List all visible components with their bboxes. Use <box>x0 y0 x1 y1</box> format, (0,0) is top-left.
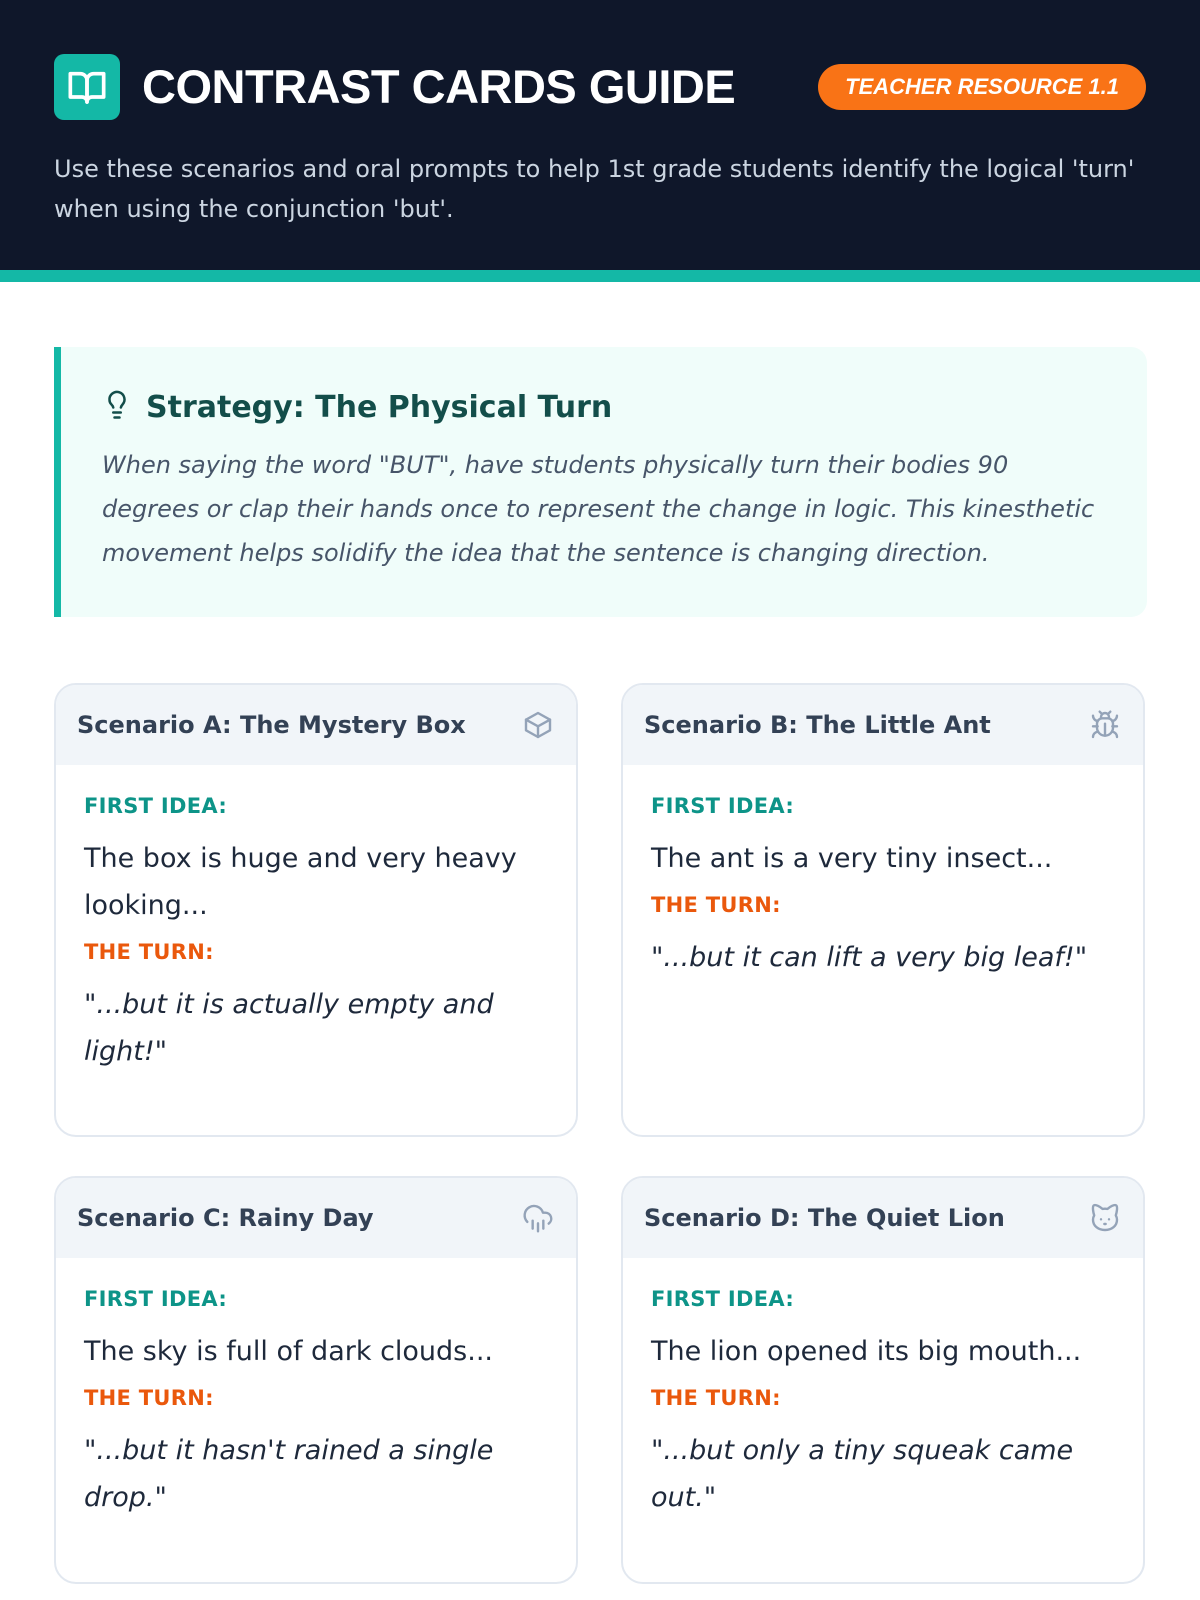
the-turn-label: THE TURN: <box>651 893 781 917</box>
first-idea-label: FIRST IDEA: <box>651 1287 795 1311</box>
page-subtitle: Use these scenarios and oral prompts to help 1st grade students identify the logical 'turn' when using the conjunction 'but'. <box>54 155 1135 223</box>
first-idea-text: The sky is full of dark clouds... <box>84 1336 493 1367</box>
scenario-card-b <box>621 683 1145 1137</box>
box-icon <box>520 707 556 743</box>
scenario-card-body <box>56 765 576 1075</box>
title-row <box>54 54 1146 120</box>
scenario-card-header <box>623 1178 1143 1258</box>
cat-icon <box>1087 1200 1123 1236</box>
scenario-card-header <box>623 685 1143 765</box>
lightbulb-icon <box>102 387 132 427</box>
scenario-card-header <box>56 685 576 765</box>
scenario-card-c <box>54 1176 578 1584</box>
page-title: CONTRAST CARDS GUIDE <box>142 60 736 113</box>
bug-icon <box>1087 707 1123 743</box>
scenario-card-body <box>56 1258 576 1521</box>
scenario-title: Scenario C: Rainy Day <box>77 1204 374 1232</box>
first-idea-label: FIRST IDEA: <box>84 1287 228 1311</box>
the-turn-label: THE TURN: <box>651 1386 781 1410</box>
the-turn-text: "...but only a tiny squeak came out." <box>651 1435 1074 1513</box>
scenario-card-header <box>56 1178 576 1258</box>
scenario-title: Scenario D: The Quiet Lion <box>644 1204 1005 1232</box>
the-turn-label: THE TURN: <box>84 1386 214 1410</box>
the-turn-label: THE TURN: <box>84 940 214 964</box>
strategy-description: When saying the word "BUT", have students physically turn their bodies 90 degrees or clap their hands once to represent the change in logic. This kinesthetic movement helps solidify the idea that the sentence is changing direction. <box>102 451 1095 567</box>
strategy-title: Strategy: The Physical Turn <box>146 389 613 425</box>
open-book-icon <box>54 54 120 120</box>
first-idea-text: The box is huge and very heavy looking... <box>84 843 517 921</box>
scenario-title: Scenario A: The Mystery Box <box>77 711 466 739</box>
page-header <box>0 0 1200 282</box>
the-turn-text: "...but it is actually empty and light!" <box>84 989 494 1067</box>
scenario-card-body <box>623 765 1143 981</box>
first-idea-text: The lion opened its big mouth... <box>651 1336 1082 1367</box>
the-turn-text: "...but it hasn't rained a single drop." <box>84 1435 494 1513</box>
strategy-callout <box>54 347 1147 617</box>
the-turn-text: "...but it can lift a very big leaf!" <box>651 942 1088 973</box>
first-idea-text: The ant is a very tiny insect... <box>651 843 1053 874</box>
strategy-header <box>102 387 1107 427</box>
scenario-card-d <box>621 1176 1145 1584</box>
cloud-rain-icon <box>520 1200 556 1236</box>
first-idea-label: FIRST IDEA: <box>84 794 228 818</box>
scenario-card-a <box>54 683 578 1137</box>
first-idea-label: FIRST IDEA: <box>651 794 795 818</box>
scenario-title: Scenario B: The Little Ant <box>644 711 991 739</box>
scenario-card-body <box>623 1258 1143 1521</box>
resource-badge: TEACHER RESOURCE 1.1 <box>818 64 1146 110</box>
